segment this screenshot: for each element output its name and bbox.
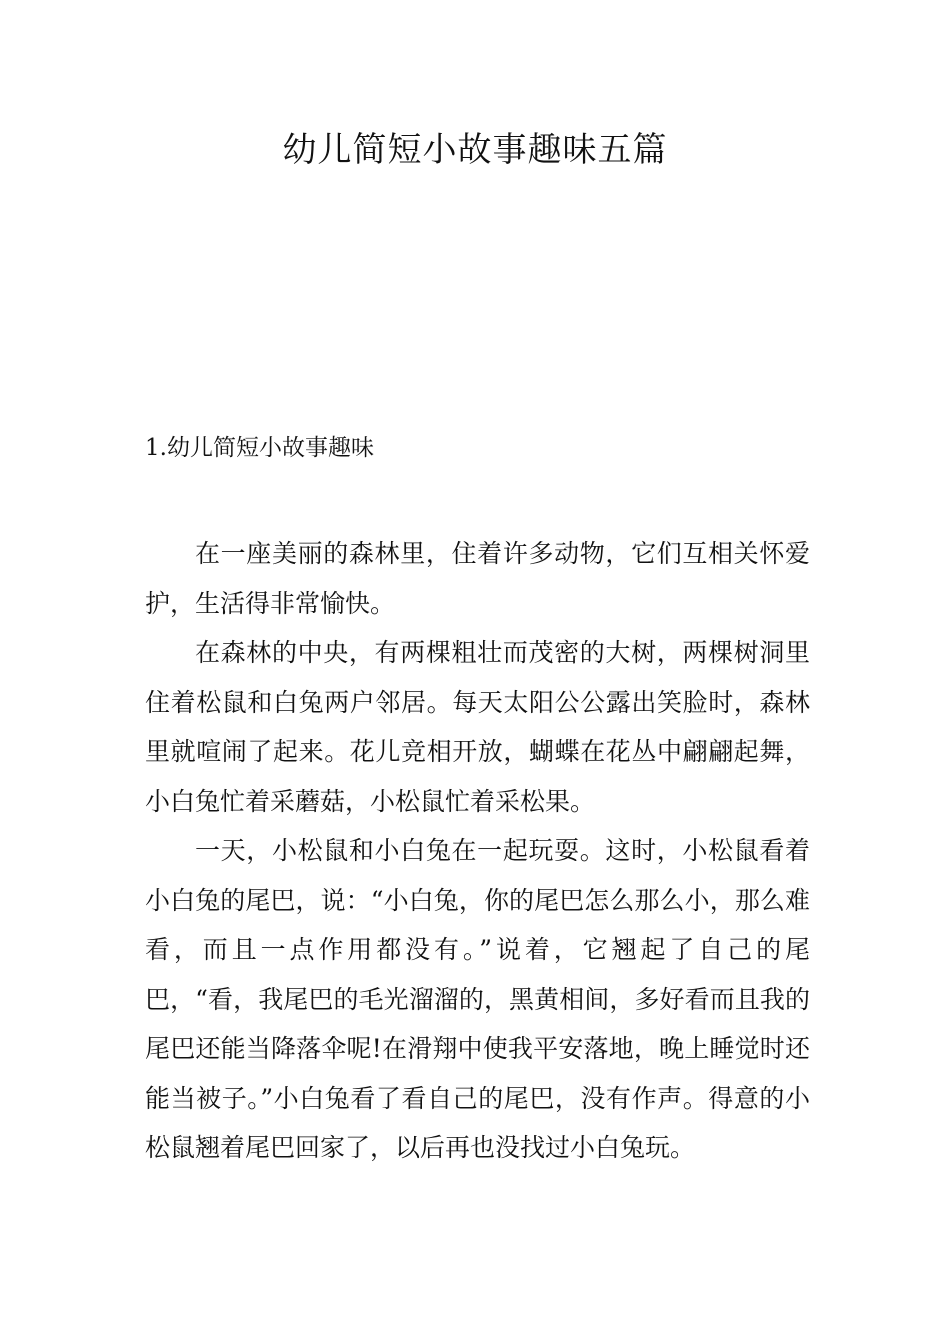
story-paragraph-2: 在森林的中央，有两棵粗壮而茂密的大树，两棵树洞里住着松鼠和白兔两户邻居。每天太阳公公露出笑脸时，森林里就喧闹了起来。花儿竞相开放，蝴蝶在花丛中翩翩起舞，小白兔忙着采蘑菇，小松鼠忙着采松果。: [145, 638, 810, 816]
section-heading: 1.幼儿简短小故事趣味: [145, 435, 374, 461]
document-title: 幼儿简短小故事趣味五篇: [282, 130, 668, 170]
story-body: [145, 529, 810, 1173]
story-paragraph-3: 一天，小松鼠和小白兔在一起玩耍。这时，小松鼠看着小白兔的尾巴，说：“小白兔，你的尾巴怎么那么小，那么难看，而且一点作用都没有。”说着，它翘起了自己的尾巴，“看，我尾巴的毛光溜溜的，黑黄相间，多好看而且我的尾巴还能当降落伞呢!在滑翔中使我平安落地，晚上睡觉时还能当被子。”小白兔看了看自己的尾巴，没有作声。得意的小松鼠翘着尾巴回家了，以后再也没找过小白兔玩。: [145, 836, 810, 1162]
story-paragraph-1: 在一座美丽的森林里，住着许多动物，它们互相关怀爱护，生活得非常愉快。: [145, 539, 810, 618]
